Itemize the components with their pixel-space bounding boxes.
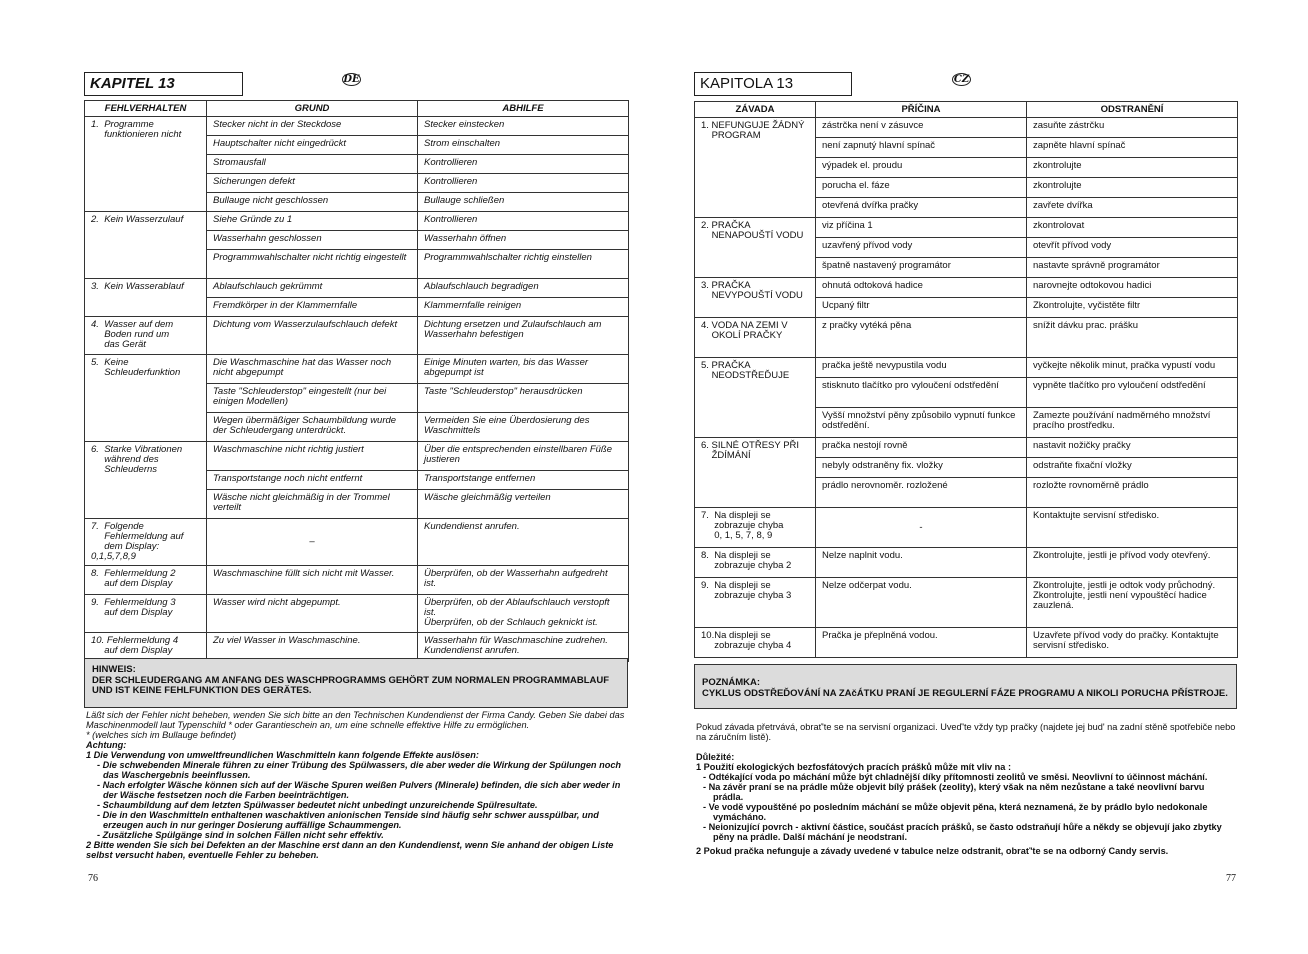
language-flag-de: DE <box>343 74 360 85</box>
table-row <box>85 442 629 471</box>
attention-subitem: - Schaumbildung auf dem letzten Spülwasser bedeutet nicht unbedingt unzureichende Spülresultate. <box>97 800 538 810</box>
fault-cell: 2. PRAČKA NENAPOUŠTÍ VODU <box>695 218 816 278</box>
cause-cell: pračka ještě nevypustila vodu <box>816 358 1027 378</box>
col-header-cause: PŘÍČINA <box>816 102 1027 118</box>
table-row <box>695 578 1238 628</box>
cause-cell: Transportstange noch nicht entfernt <box>207 471 418 490</box>
cause-cell: Wegen übermäßiger Schaumbildung wurde der Schleudergang unterdrückt. <box>207 413 418 442</box>
cause-cell: ohnutá odtoková hadice <box>816 278 1027 298</box>
remedy-cell: narovnejte odtokovou hadici <box>1027 278 1238 298</box>
important-subitem: - Odtékající voda po máchání může být chladnější díky přítomnosti zeolitů ve směsi. Neovlivní to účinnost máchání. <box>703 772 1208 782</box>
remedy-cell: zavřete dvířka <box>1027 198 1238 218</box>
remedy-cell: Über die entsprechenden einstellbaren Füße justieren <box>418 442 629 471</box>
cause-cell: Pračka je přeplněná vodou. <box>816 628 1027 658</box>
fault-cell: 2. Kein Wasserzulauf <box>85 212 207 279</box>
table-row <box>85 117 629 136</box>
remedy-cell: Taste "Schleuderstop" herausdrücken <box>418 384 629 413</box>
cause-cell: Nelze naplnit vodu. <box>816 548 1027 578</box>
remedy-cell: Strom einschalten <box>418 136 629 155</box>
remedy-cell: zkontrolujte <box>1027 178 1238 198</box>
cause-cell: není zapnutý hlavní spínač <box>816 138 1027 158</box>
cause-cell: Ucpaný filtr <box>816 298 1027 318</box>
remedy-cell: Wasserhahn für Waschmaschine zudrehen. Kundendienst anrufen. <box>418 633 629 662</box>
fault-cell: 4. Wasser auf dem Boden rund um das Gerät <box>85 317 207 355</box>
fault-cell: 6. SILNÉ OTŘESY PŘI ŽDÍMÁNÍ <box>695 438 816 508</box>
cause-cell: Hauptschalter nicht eingedrückt <box>207 136 418 155</box>
remedy-cell: Wasserhahn öffnen <box>418 231 629 250</box>
fault-cell: 5. Keine Schleuderfunktion <box>85 355 207 442</box>
remedy-cell: Zkontrolujte, jestli je odtok vody průchodný. Zkontrolujte, jestli není vypouštěcí hadice zauzlená. <box>1027 578 1238 628</box>
troubleshooting-table-de <box>84 100 629 662</box>
cause-cell: prádlo nerovnoměr. rozložené <box>816 478 1027 508</box>
remedy-cell: otevřít přívod vody <box>1027 238 1238 258</box>
table-row <box>695 628 1238 658</box>
attention-subitem: - Die in den Waschmitteln enthaltenen waschaktiven anionischen Tenside sind häufig sehr schwer ausspülbar, und erzeugen auch in nur geringer Dosierung auffällige Schaummengen. <box>97 810 599 830</box>
table-row <box>85 355 629 384</box>
notes-section <box>696 722 1237 856</box>
cause-cell: viz příčina 1 <box>816 218 1027 238</box>
cause-cell: výpadek el. proudu <box>816 158 1027 178</box>
important-heading: Důležité: <box>696 752 735 762</box>
cause-cell: – <box>207 519 418 566</box>
col-header-cause: GRUND <box>207 101 418 117</box>
cause-cell: - <box>816 508 1027 548</box>
cause-cell: Sicherungen defekt <box>207 174 418 193</box>
remedy-cell: Zkontrolujte, vyčistěte filtr <box>1027 298 1238 318</box>
remedy-cell: Klammernfalle reinigen <box>418 298 629 317</box>
remedy-cell: zapněte hlavní spínač <box>1027 138 1238 158</box>
important-item: 1 Použití ekologických bezfosfátových pracích prášků může mít vliv na : <box>696 762 1012 772</box>
fault-cell: 8. Fehlermeldung 2 auf dem Display <box>85 566 207 595</box>
cause-cell: Nelze odčerpat vodu. <box>816 578 1027 628</box>
remedy-cell: vyčkejte několik minut, pračka vypustí vodu <box>1027 358 1238 378</box>
important-item: 2 Pokud pračka nefunguje a závady uvedené v tabulce nelze odstranit, obrať'te se na odborný Candy servis. <box>696 846 1169 856</box>
important-subitem: - Ve vodě vypouštěné po posledním máchání se může objevit pěna, která neznamená, že by prádlo bylo nedokonale vymácháno. <box>703 802 1208 822</box>
cause-cell: Wäsche nicht gleichmäßig in der Trommel verteilt <box>207 490 418 519</box>
remedy-cell: Kontrollieren <box>418 212 629 231</box>
remedy-cell: Stecker einstecken <box>418 117 629 136</box>
fault-cell: 7. Na displeji se zobrazuje chyba 0, 1, 5, 7, 8, 9 <box>695 508 816 548</box>
cause-cell: nebyly odstraněny fix. vložky <box>816 458 1027 478</box>
table-row <box>85 212 629 231</box>
col-header-remedy: ODSTRANĚNÍ <box>1027 102 1238 118</box>
note-box: POZNÁMKA: CYKLUS ODSTŘEĎOVÁNÍ NA ZAčÁTKU PRANÍ JE REGULERNÍ FÁZE PROGRAMU A NIKOLI PORUCHA PŘÍSTROJE. <box>694 664 1237 709</box>
table-row <box>85 595 629 633</box>
cause-cell: zástrčka není v zásuvce <box>816 118 1027 138</box>
fault-cell: 10. Fehlermeldung 4 auf dem Display <box>85 633 207 662</box>
cause-cell: Dichtung vom Wasserzulaufschlauch defekt <box>207 317 418 355</box>
attention-subitem: - Zusätzliche Spülgänge sind in solchen Fällen nicht sehr effektiv. <box>97 830 384 840</box>
table-row <box>85 519 629 566</box>
cause-cell: pračka nestojí rovně <box>816 438 1027 458</box>
attention-heading: Achtung: <box>86 740 127 750</box>
cause-cell: z pračky vytéká pěna <box>816 318 1027 358</box>
cause-cell: Zu viel Wasser in Waschmaschine. <box>207 633 418 662</box>
cause-cell: Vyšší množství pěny způsobilo vypnutí funkce odstředění. <box>816 408 1027 438</box>
fault-cell: 7. Folgende Fehlermeldung auf dem Display: 0,1,5,7,8,9 <box>85 519 207 566</box>
chapter-title: KAPITOLA 13 <box>694 72 852 96</box>
cause-cell: Bullauge nicht geschlossen <box>207 193 418 212</box>
remedy-cell: Überprüfen, ob der Ablaufschlauch verstopft ist. Überprüfen, ob der Schlauch geknickt ist. <box>418 595 629 633</box>
fault-cell: 5. PRAČKA NEODSTŘEĎUJE <box>695 358 816 438</box>
note-text: Pokud závada přetrvává, obrať'te se na servisní organizaci. Uveď'te vždy typ pračky (najdete jej bud' na zadní stěně spotřebiče nebo na záručním listě). <box>696 722 1236 742</box>
remedy-cell: odstraňte fixační vložky <box>1027 458 1238 478</box>
remedy-cell: Überprüfen, ob der Wasserhahn aufgedreht ist. <box>418 566 629 595</box>
attention-subitem: - Nach erfolgter Wäsche können sich auf der Wäsche Spuren weißen Pulvers (Minerale) befinden, die sich aber weder in der Wäsche festsetzen noch die Farben beeinträchtigen. <box>97 780 621 800</box>
fault-cell: 3. Kein Wasserablauf <box>85 279 207 317</box>
remedy-cell: Ablaufschlauch begradigen <box>418 279 629 298</box>
note-text: Läßt sich der Fehler nicht beheben, wenden Sie sich bitte an den Technischen Kundendienst der Firma Candy. Geben Sie dabei das Maschinenmodell laut Typenschild * oder Garantieschein an, um eine schnelle effektive Hilfe zu ermöglichen. <box>86 710 625 730</box>
remedy-cell: Dichtung ersetzen und Zulaufschlauch am Wasserhahn befestigen <box>418 317 629 355</box>
attention-item: 1 Die Verwendung von umweltfreundlichen Waschmitteln kann folgende Effekte auslösen: <box>86 750 479 760</box>
fault-cell: 9. Fehlermeldung 3 auf dem Display <box>85 595 207 633</box>
fault-cell: 6. Starke Vibrationen während des Schleuderns <box>85 442 207 519</box>
fault-cell: 1. Programme funktionieren nicht <box>85 117 207 212</box>
table-row <box>695 358 1238 378</box>
remedy-cell: Kontrollieren <box>418 155 629 174</box>
remedy-cell: Vermeiden Sie eine Überdosierung des Waschmittels <box>418 413 629 442</box>
cause-cell: uzavřený přívod vody <box>816 238 1027 258</box>
cause-cell: Fremdkörper in der Klammernfalle <box>207 298 418 317</box>
cause-cell: porucha el. fáze <box>816 178 1027 198</box>
table-row <box>695 508 1238 548</box>
remedy-cell: Kundendienst anrufen. <box>418 519 629 566</box>
hint-box: HINWEIS: DER SCHLEUDERGANG AM ANFANG DES WASCHPROGRAMMS GEHÖRT ZUM NORMALEN PROGRAMMABLAUF UND IST KEINE FEHLFUNKTION DES GERÄTES. <box>84 658 628 708</box>
remedy-cell: Wäsche gleichmäßig verteilen <box>418 490 629 519</box>
remedy-cell: zasuňte zástrčku <box>1027 118 1238 138</box>
table-row <box>695 218 1238 238</box>
cause-cell: Wasser wird nicht abgepumpt. <box>207 595 418 633</box>
table-row <box>695 318 1238 358</box>
remedy-cell: vypněte tlačítko pro vyloučení odstředění <box>1027 378 1238 408</box>
table-row <box>85 566 629 595</box>
page-number: 76 <box>88 873 98 884</box>
important-subitem: - Na závěr praní se na prádle může objevit bílý prášek (zeolity), který však na něm nezůstane a také neovlivní barvu prádla. <box>703 782 1205 802</box>
page-number: 77 <box>1226 873 1236 884</box>
chapter-title: KAPITEL 13 <box>84 72 243 96</box>
language-flag-cz: CZ <box>953 74 970 85</box>
remedy-cell: Kontrollieren <box>418 174 629 193</box>
troubleshooting-table-cz <box>694 101 1238 658</box>
remedy-cell: Kontaktujte servisní středisko. <box>1027 508 1238 548</box>
cause-cell: Siehe Gründe zu 1 <box>207 212 418 231</box>
important-subitem: - Neionizující povrch - aktivní částice, součást pracích prášků, se často odstraňují hůře a někdy se objevují jako zbytky pěny na prádle. Další máchání je neodstraní. <box>703 822 1222 842</box>
cause-cell: stisknuto tlačítko pro vyloučení odstředění <box>816 378 1027 408</box>
cause-cell: Ablaufschlauch gekrümmt <box>207 279 418 298</box>
col-header-fault: ZÁVADA <box>695 102 816 118</box>
remedy-cell: Zamezte používání nadměrného množství pracího prostředku. <box>1027 408 1238 438</box>
remedy-cell: zkontrolovat <box>1027 218 1238 238</box>
remedy-cell: Programmwahlschalter richtig einstellen <box>418 250 629 279</box>
cause-cell: Taste "Schleuderstop" eingestellt (nur bei einigen Modellen) <box>207 384 418 413</box>
cause-cell: Die Waschmaschine hat das Wasser noch nicht abgepumpt <box>207 355 418 384</box>
fault-cell: 9. Na displeji se zobrazuje chyba 3 <box>695 578 816 628</box>
col-header-remedy: ABHILFE <box>418 101 629 117</box>
remedy-cell: nastavte správně programátor <box>1027 258 1238 278</box>
table-row <box>695 438 1238 458</box>
fault-cell: 1. NEFUNGUJE ŽÁDNÝ PROGRAM <box>695 118 816 218</box>
remedy-cell: rozložte rovnoměrně prádlo <box>1027 478 1238 508</box>
table-row <box>695 118 1238 138</box>
page-right-cz <box>654 0 1308 954</box>
cause-cell: otevřená dvířka pračky <box>816 198 1027 218</box>
cause-cell: Stecker nicht in der Steckdose <box>207 117 418 136</box>
remedy-cell: nastavit nožičky pračky <box>1027 438 1238 458</box>
remedy-cell: Bullauge schließen <box>418 193 629 212</box>
remedy-cell: snížit dávku prac. prášku <box>1027 318 1238 358</box>
cause-cell: Waschmaschine füllt sich nicht mit Wasser. <box>207 566 418 595</box>
table-row <box>85 279 629 298</box>
remedy-cell: Zkontrolujte, jestli je přívod vody otevřený. <box>1027 548 1238 578</box>
note-text: * (welches sich im Bullauge befindet) <box>86 730 237 740</box>
table-row <box>85 317 629 355</box>
remedy-cell: Einige Minuten warten, bis das Wasser abgepumpt ist <box>418 355 629 384</box>
attention-subitem: - Die schwebenden Minerale führen zu einer Trübung des Spülwassers, die aber weder die Wirkung der Spülungen noch das Waschergebnis beeinflussen. <box>97 760 622 780</box>
remedy-cell: zkontrolujte <box>1027 158 1238 178</box>
fault-cell: 4. VODA NA ZEMI V OKOLÍ PRAČKY <box>695 318 816 358</box>
cause-cell: Stromausfall <box>207 155 418 174</box>
col-header-fault: FEHLVERHALTEN <box>85 101 207 117</box>
cause-cell: Waschmaschine nicht richtig justiert <box>207 442 418 471</box>
fault-cell: 3. PRAČKA NEVYPOUŠTÍ VODU <box>695 278 816 318</box>
cause-cell: Programmwahlschalter nicht richtig eingestellt <box>207 250 418 279</box>
remedy-cell: Uzavřete přívod vody do pračky. Kontaktujte servisní středisko. <box>1027 628 1238 658</box>
table-row <box>695 548 1238 578</box>
cause-cell: špatně nastavený programátor <box>816 258 1027 278</box>
fault-cell: 10.Na displeji se zobrazuje chyba 4 <box>695 628 816 658</box>
table-row <box>695 278 1238 298</box>
fault-cell: 8. Na displeji se zobrazuje chyba 2 <box>695 548 816 578</box>
attention-item: 2 Bitte wenden Sie sich bei Defekten an der Maschine erst dann an den Kundendienst, wenn Sie anhand der obigen Liste selbst versucht haben, eventuelle Fehler zu beheben. <box>86 840 614 860</box>
notes-section <box>86 710 626 860</box>
remedy-cell: Transportstange entfernen <box>418 471 629 490</box>
cause-cell: Wasserhahn geschlossen <box>207 231 418 250</box>
